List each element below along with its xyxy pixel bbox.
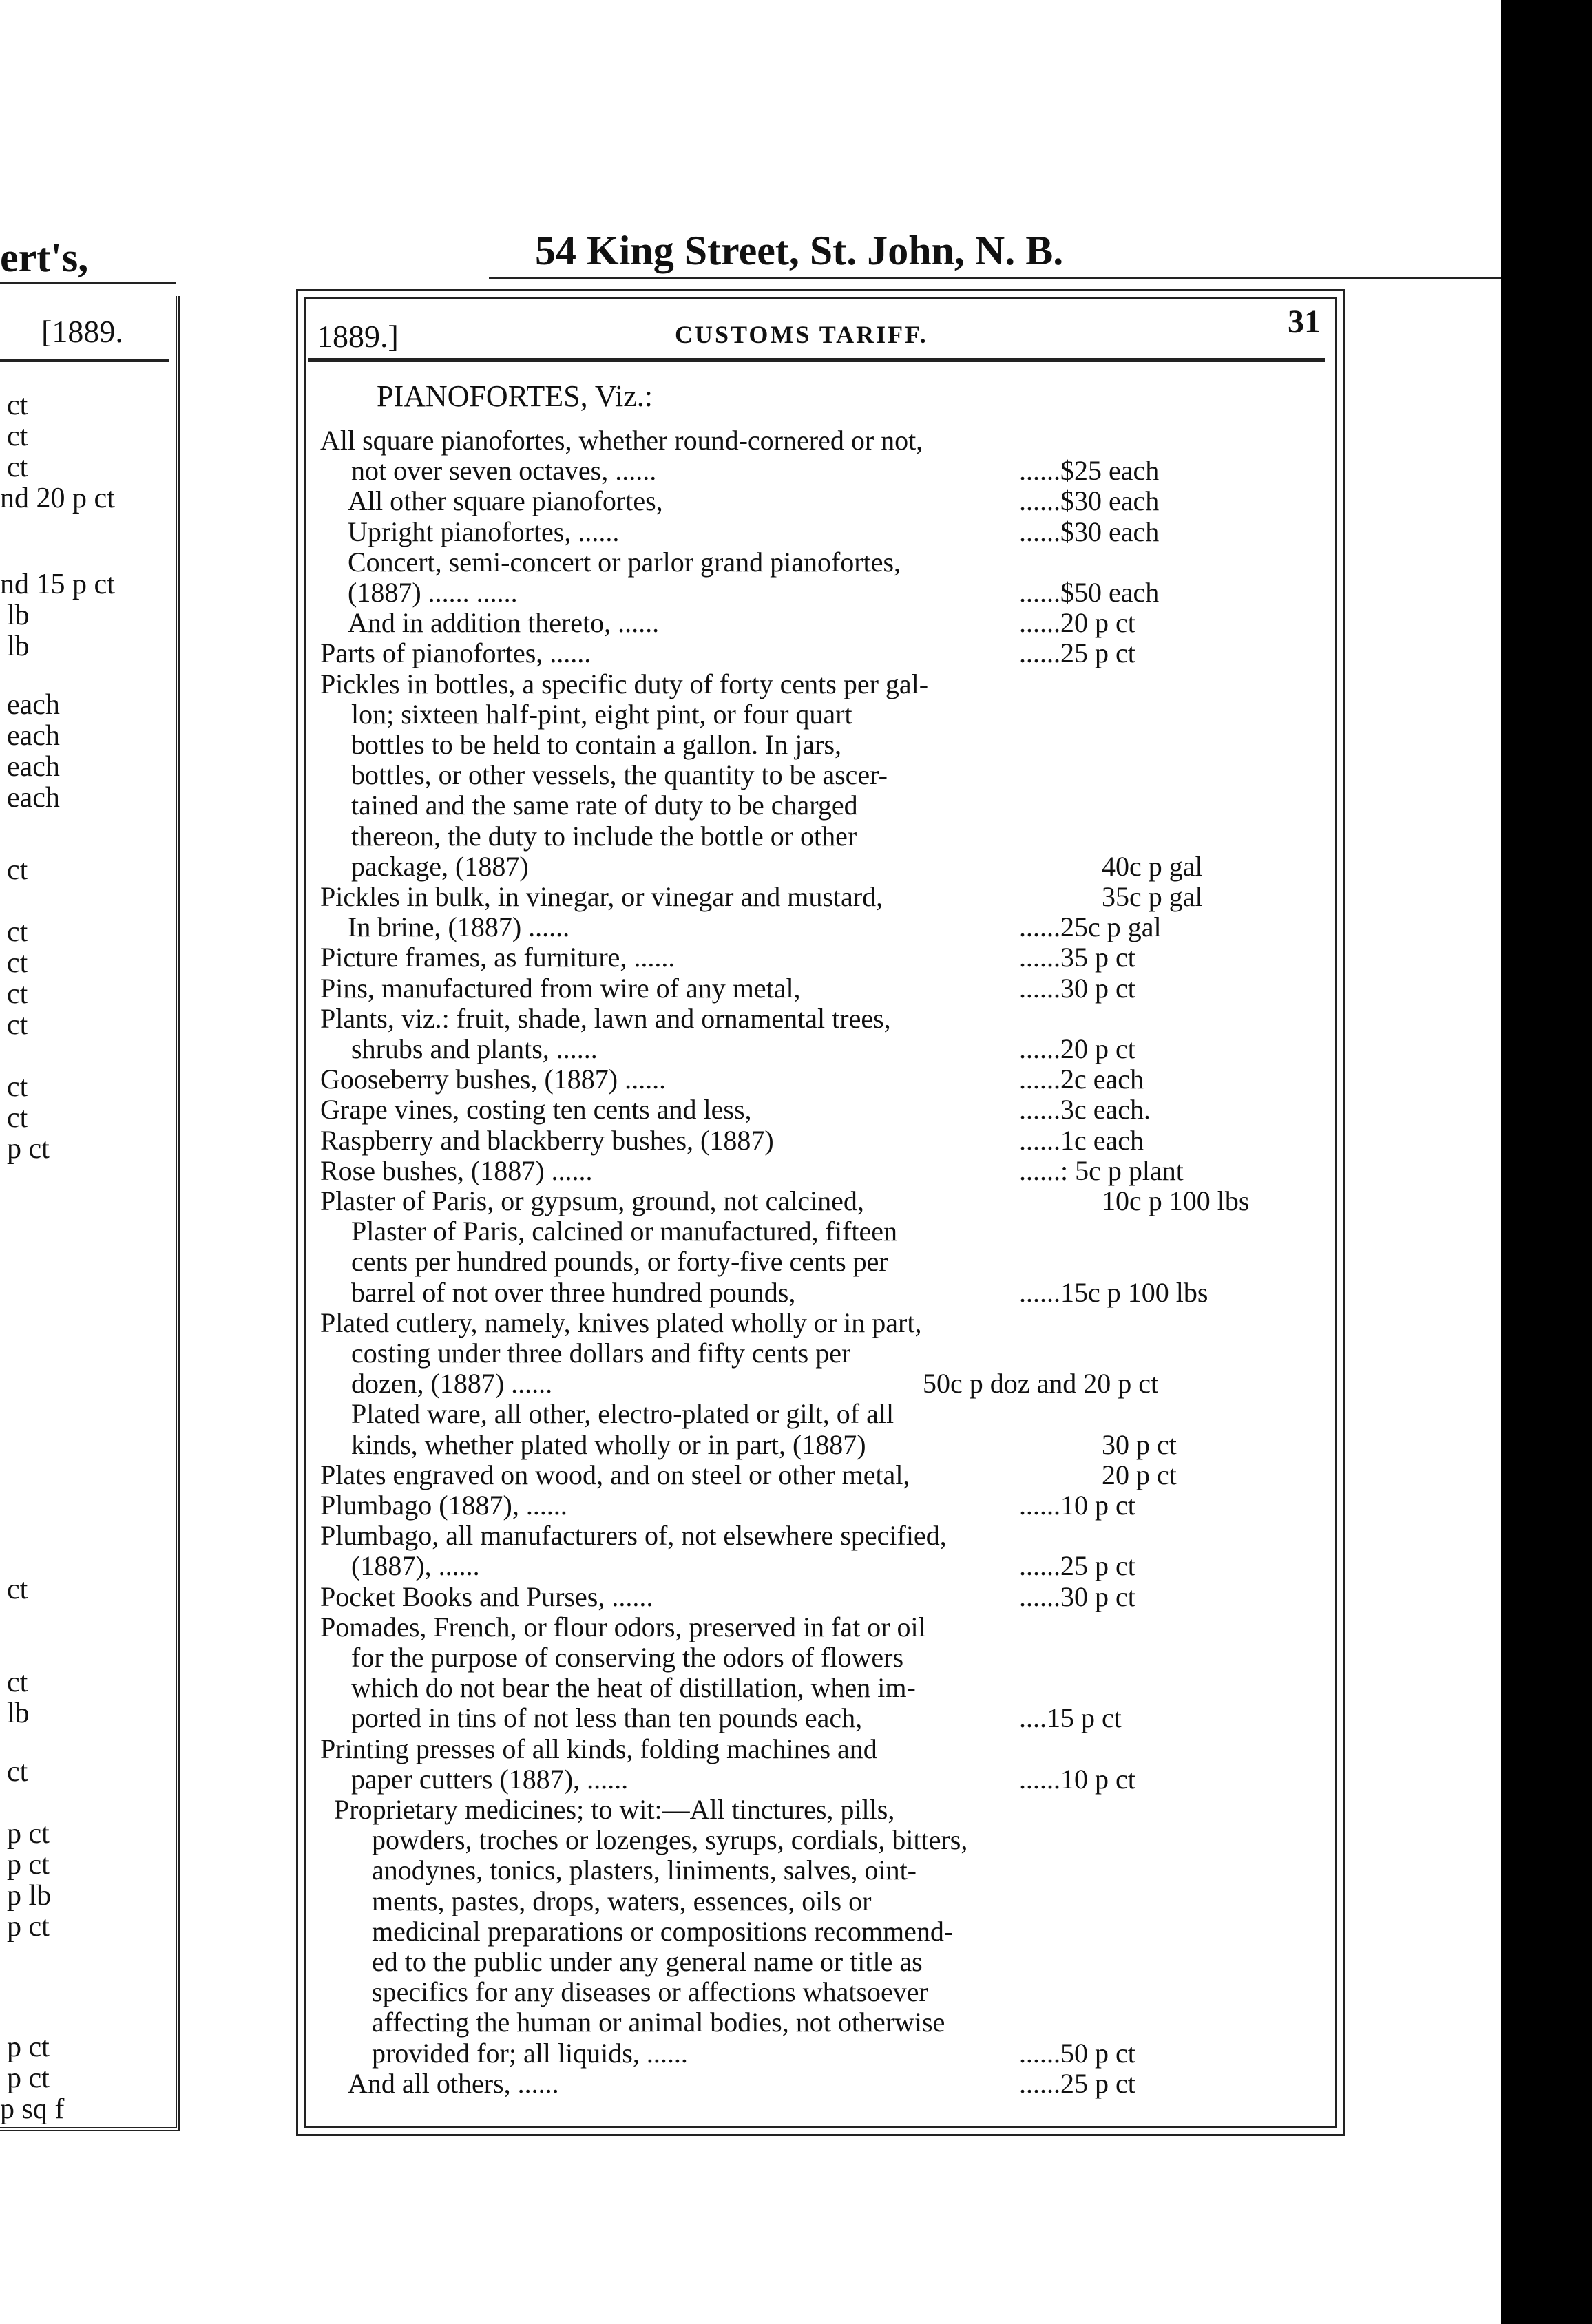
tariff-line-rate: ......1c each — [1019, 1125, 1144, 1156]
left-page-fragment: lb — [7, 631, 30, 662]
tariff-line-text: Plated ware, all other, electro-plated or gilt, of all — [351, 1398, 894, 1429]
tariff-line-rate: ......2c each — [1019, 1064, 1144, 1095]
tariff-line-text: powders, troches or lozenges, syrups, cordials, bitters, — [372, 1824, 968, 1855]
left-page-fragment: p ct — [7, 1133, 50, 1165]
left-running-rule — [0, 359, 169, 362]
left-running-year: [1889. — [41, 314, 123, 349]
tariff-line-text: thereon, the duty to include the bottle or other — [351, 821, 857, 852]
scan-border — [1501, 0, 1592, 2324]
tariff-line-text: All other square pianofortes, — [348, 485, 663, 516]
left-page-fragment: nd 20 p ct — [0, 483, 115, 514]
tariff-line-text: anodynes, tonics, plasters, liniments, salves, oint- — [372, 1855, 917, 1885]
left-page-fragment: each — [7, 751, 60, 783]
tariff-line-rate: ......25 p ct — [1019, 1550, 1135, 1581]
tariff-line-text: dozen, (1887) ...... — [351, 1368, 553, 1399]
left-page-fragment: ct — [7, 854, 28, 886]
tariff-line-text: Rose bushes, (1887) ...... — [320, 1155, 593, 1186]
left-page-fragment: ct — [7, 1102, 28, 1134]
tariff-line-text: Plaster of Paris, or gypsum, ground, not calcined, — [320, 1185, 864, 1216]
tariff-line-text: costing under three dollars and fifty cents per — [351, 1338, 851, 1369]
tariff-line-text: paper cutters (1887), ...... — [351, 1764, 629, 1795]
tariff-line-text: bottles, or other vessels, the quantity to be ascer- — [351, 759, 888, 790]
section-heading: PIANOFORTES, Viz.: — [377, 379, 653, 413]
tariff-line-text: lon; sixteen half-pint, eight pint, or four quart — [351, 699, 852, 730]
tariff-line-text: tained and the same rate of duty to be charged — [351, 790, 858, 821]
tariff-line-text: for the purpose of conserving the odors of flowers — [351, 1642, 904, 1673]
left-page-fragment: p lb — [7, 1880, 52, 1912]
tariff-line-text: cents per hundred pounds, or forty-five cents per — [351, 1246, 888, 1277]
left-page-fragment: ct — [7, 1667, 28, 1698]
tariff-line-text: (1887) ...... ...... — [348, 577, 518, 608]
tariff-line-text: Parts of pianofortes, ...... — [320, 637, 591, 668]
tariff-line-text: All square pianofortes, whether round-cornered or not, — [320, 425, 923, 456]
tariff-line-rate: 20 p ct — [1102, 1459, 1177, 1490]
tariff-line-text: specifics for any diseases or affections whatsoever — [372, 1976, 928, 2007]
tariff-line-rate: ......25c p gal — [1019, 911, 1162, 942]
left-page-fragment: p sq f — [0, 2093, 65, 2125]
left-page-fragment: p ct — [7, 1849, 50, 1881]
tariff-line-rate: ......35 p ct — [1019, 942, 1135, 973]
tariff-line-text: Printing presses of all kinds, folding machines and — [320, 1733, 877, 1764]
tariff-line-text: bottles to be held to contain a gallon. In jars, — [351, 729, 842, 760]
running-year: 1889.] — [317, 319, 399, 354]
tariff-line-text: provided for; all liquids, ...... — [372, 2038, 688, 2069]
left-page-fragment: ct — [7, 1756, 28, 1788]
page-number: 31 — [1288, 304, 1321, 340]
tariff-line-rate: ......: 5c p plant — [1019, 1155, 1184, 1186]
tariff-line-rate: ......20 p ct — [1019, 607, 1135, 638]
left-header-rule — [0, 282, 176, 284]
left-page-fragment: ct — [7, 1071, 28, 1103]
right-page — [207, 0, 1501, 2324]
left-page-fragment: ct — [7, 1574, 28, 1605]
left-page-header: ert's, — [0, 235, 89, 280]
tariff-line-text: Pickles in bottles, a specific duty of forty cents per gal- — [320, 668, 929, 699]
left-page-fragment: nd 15 p ct — [0, 569, 115, 600]
tariff-line-rate: ......15c p 100 lbs — [1019, 1277, 1208, 1308]
tariff-line-text: Concert, semi-concert or parlor grand pianofortes, — [348, 547, 901, 578]
left-page-fragment: each — [7, 782, 60, 814]
tariff-line-text: package, (1887) — [351, 851, 529, 882]
tariff-line-rate: ......$30 each — [1019, 516, 1160, 547]
header-rule — [489, 277, 1501, 279]
left-page-fragment: ct — [7, 916, 28, 948]
tariff-line-text: Plants, viz.: fruit, shade, lawn and ornamental trees, — [320, 1003, 891, 1034]
page-header: 54 King Street, St. John, N. B. — [535, 228, 1064, 273]
tariff-line-text: Pocket Books and Purses, ...... — [320, 1581, 653, 1612]
tariff-line-text: Proprietary medicines; to wit:—All tinctures, pills, — [334, 1794, 895, 1825]
tariff-line-rate: 30 p ct — [1102, 1429, 1177, 1460]
left-page-fragment: p ct — [7, 1911, 50, 1943]
tariff-line-rate: ......$50 each — [1019, 577, 1160, 608]
tariff-line-text: Grape vines, costing ten cents and less, — [320, 1094, 752, 1125]
tariff-line-text: affecting the human or animal bodies, not otherwise — [372, 2007, 945, 2038]
tariff-line-rate: ....15 p ct — [1019, 1702, 1122, 1733]
tariff-line-text: And all others, ...... — [348, 2068, 559, 2099]
tariff-line-text: Plumbago (1887), ...... — [320, 1490, 567, 1521]
tariff-line-text: Picture frames, as furniture, ...... — [320, 942, 675, 973]
tariff-line-rate: ......$25 each — [1019, 455, 1160, 486]
tariff-line-rate: ......10 p ct — [1019, 1490, 1135, 1521]
tariff-line-text: Plaster of Paris, calcined or manufactured, fifteen — [351, 1216, 898, 1247]
tariff-line-text: Plumbago, all manufacturers of, not elsewhere specified, — [320, 1520, 947, 1551]
left-page-fragment: lb — [7, 600, 30, 631]
tariff-line-text: (1887), ...... — [351, 1550, 480, 1581]
tariff-line-text: ported in tins of not less than ten pounds each, — [351, 1702, 863, 1733]
tariff-line-rate: 50c p doz and 20 p ct — [923, 1368, 1159, 1399]
left-page-fragment: each — [7, 720, 60, 752]
tariff-line-rate: ......10 p ct — [1019, 1764, 1135, 1795]
running-rule — [308, 358, 1325, 362]
tariff-line-rate: ......25 p ct — [1019, 2068, 1135, 2099]
tariff-line-text: Gooseberry bushes, (1887) ...... — [320, 1064, 667, 1095]
tariff-line-text: Upright pianofortes, ...... — [348, 516, 620, 547]
left-page-fragment: ct — [7, 390, 28, 421]
tariff-line-rate: 10c p 100 lbs — [1102, 1185, 1250, 1216]
tariff-line-text: Pins, manufactured from wire of any metal, — [320, 973, 801, 1004]
left-page-fragment: p ct — [7, 2031, 50, 2063]
left-page-fragment: ct — [7, 1009, 28, 1041]
left-page-fragment: ct — [7, 421, 28, 452]
tariff-line-text: not over seven octaves, ...... — [351, 455, 657, 486]
running-title: CUSTOMS TARIFF. — [675, 321, 928, 348]
left-page-fragment: ct — [7, 947, 28, 979]
tariff-line-rate: 35c p gal — [1102, 881, 1203, 912]
tariff-line-rate: ......30 p ct — [1019, 1581, 1135, 1612]
tariff-line-text: kinds, whether plated wholly or in part, (1887) — [351, 1429, 866, 1460]
tariff-line-text: medicinal preparations or compositions recommend- — [372, 1916, 954, 1947]
tariff-line-text: shrubs and plants, ...... — [351, 1033, 598, 1064]
left-page — [0, 0, 211, 2324]
tariff-line-text: In brine, (1887) ...... — [348, 911, 570, 942]
tariff-line-rate: ......3c each. — [1019, 1094, 1151, 1125]
left-page-fragment: ct — [7, 452, 28, 483]
tariff-line-text: Raspberry and blackberry bushes, (1887) — [320, 1125, 774, 1156]
tariff-line-text: Pomades, French, or flour odors, preserved in fat or oil — [320, 1612, 926, 1642]
left-page-fragment: each — [7, 689, 60, 721]
left-page-fragment: p ct — [7, 1818, 50, 1850]
tariff-line-text: barrel of not over three hundred pounds, — [351, 1277, 796, 1308]
tariff-line-text: ments, pastes, drops, waters, essences, oils or — [372, 1885, 872, 1916]
left-page-fragment: p ct — [7, 2062, 50, 2094]
left-page-fragment: ct — [7, 978, 28, 1010]
tariff-line-text: which do not bear the heat of distillation, when im- — [351, 1672, 916, 1703]
tariff-line-rate: ......25 p ct — [1019, 637, 1135, 668]
tariff-line-text: And in addition thereto, ...... — [348, 607, 660, 638]
tariff-line-rate: ......30 p ct — [1019, 973, 1135, 1004]
tariff-line-text: ed to the public under any general name or title as — [372, 1946, 923, 1977]
tariff-line-rate: ......50 p ct — [1019, 2038, 1135, 2069]
tariff-line-text: Plated cutlery, namely, knives plated wholly or in part, — [320, 1307, 922, 1338]
tariff-line-text: Plates engraved on wood, and on steel or other metal, — [320, 1459, 910, 1490]
tariff-line-text: Pickles in bulk, in vinegar, or vinegar and mustard, — [320, 881, 883, 912]
tariff-line-rate: ......$30 each — [1019, 485, 1160, 516]
tariff-line-rate: 40c p gal — [1102, 851, 1203, 882]
left-page-fragment: lb — [7, 1698, 30, 1729]
tariff-line-rate: ......20 p ct — [1019, 1033, 1135, 1064]
